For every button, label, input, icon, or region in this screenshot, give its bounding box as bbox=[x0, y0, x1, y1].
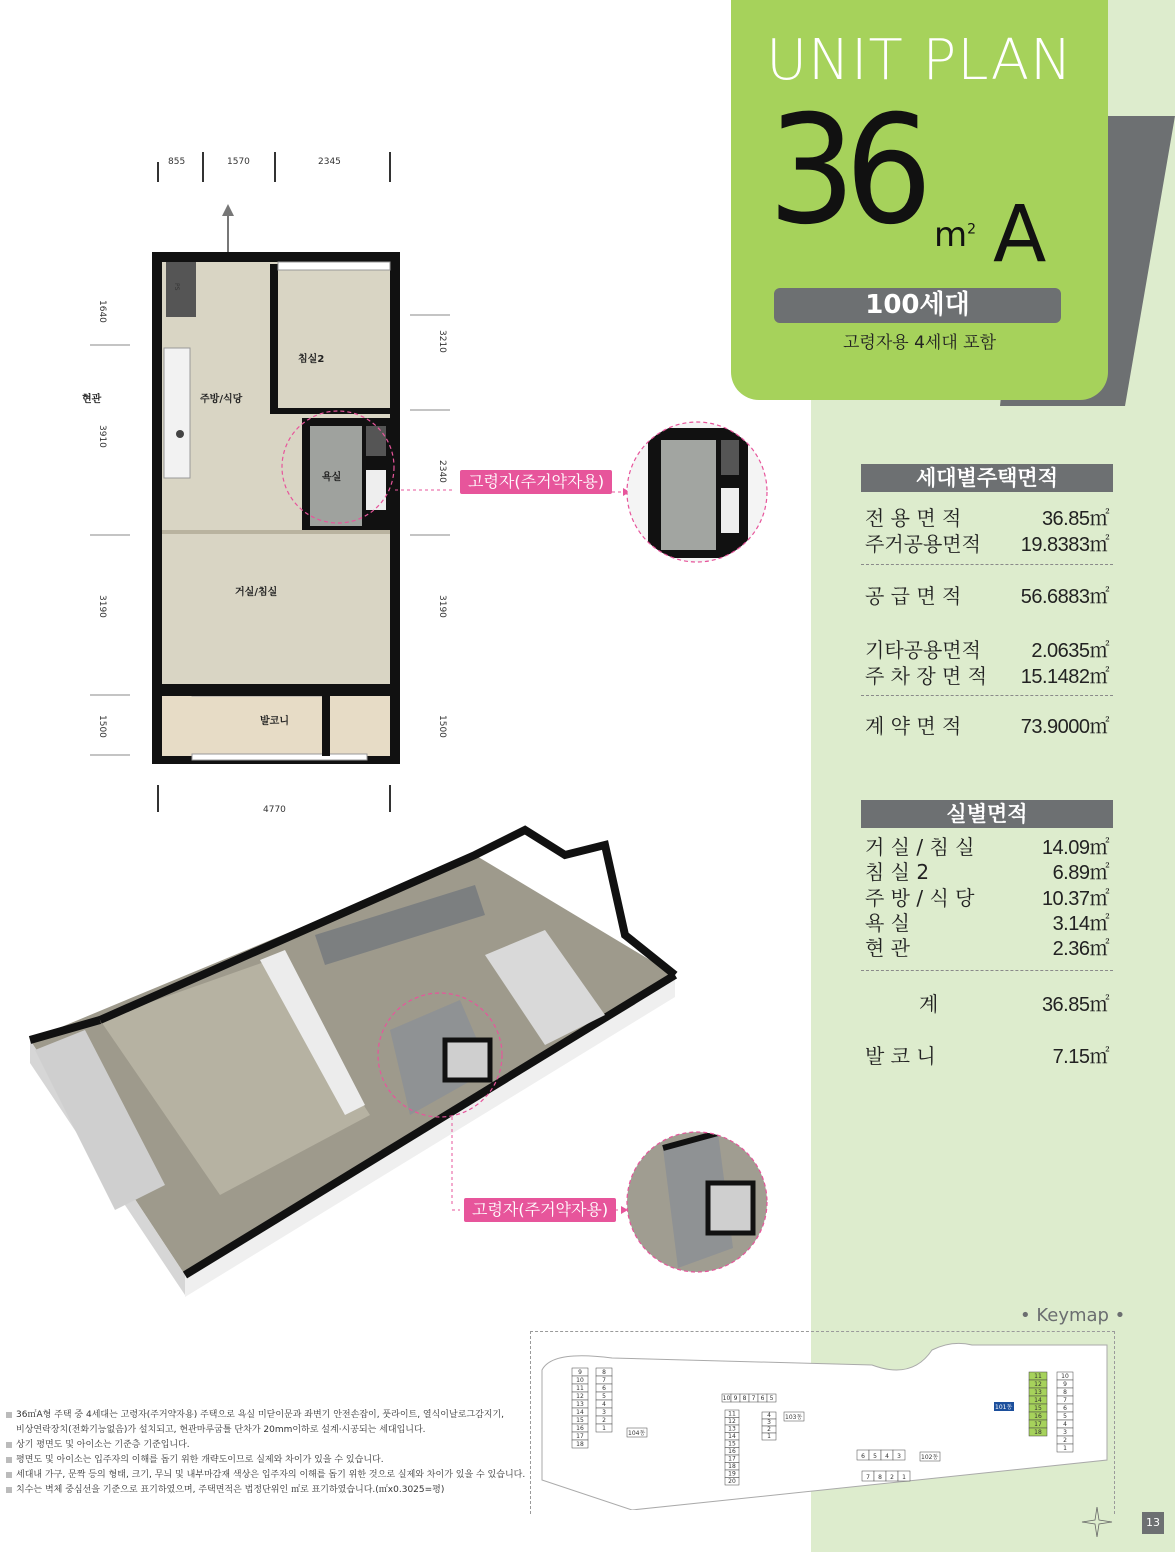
keymap-b103-unit-number: 15 bbox=[728, 1440, 736, 1448]
keymap-b103-unit-number: 1 bbox=[767, 1433, 771, 1440]
divider bbox=[861, 564, 1113, 565]
keymap-b103-unit-number: 12 bbox=[728, 1418, 736, 1425]
keymap-b103-unit-number: 18 bbox=[728, 1463, 736, 1470]
compass-icon bbox=[1080, 1505, 1114, 1539]
keymap-b102-unit-number: 2 bbox=[890, 1474, 894, 1481]
keymap-b101-unit-number: 9 bbox=[1063, 1381, 1067, 1388]
keymap-b101-label: 101동 bbox=[995, 1404, 1013, 1411]
room-area-balcony-value: 7.15㎡ bbox=[1052, 1046, 1109, 1068]
keymap-b102-unit-number: 4 bbox=[885, 1453, 889, 1460]
keymap-b104-unit-number: 4 bbox=[602, 1401, 606, 1408]
keymap-b103-unit-number: 16 bbox=[728, 1448, 736, 1455]
keymap-b104-unit-number: 15 bbox=[576, 1417, 584, 1424]
room-area-label: 침 실 2 bbox=[865, 860, 930, 884]
ps-label-1: PS bbox=[173, 283, 180, 291]
keymap-b101-unit-number: 11 bbox=[1034, 1373, 1042, 1380]
dim-top-1: 855 bbox=[168, 157, 186, 167]
keymap-b103-unit-number: 2 bbox=[767, 1426, 771, 1433]
keymap-b104-unit-number: 12 bbox=[576, 1393, 584, 1400]
unit-area-label: 계 약 면 적 bbox=[865, 714, 962, 738]
dim-top-2: 1570 bbox=[227, 157, 250, 167]
iso-callout-label: 고령자(주거약자용) bbox=[464, 1198, 616, 1222]
keymap-b102-unit-number: 7 bbox=[866, 1474, 870, 1481]
unit-plan-title: UNIT PLAN bbox=[766, 28, 1073, 93]
room-label-entrance: 현관 bbox=[82, 394, 102, 405]
divider bbox=[861, 695, 1113, 696]
room-area-label: 현 관 bbox=[865, 936, 910, 960]
keymap-b102-label: 102동 bbox=[921, 1454, 939, 1461]
keymap-b101-unit-number: 7 bbox=[1063, 1397, 1067, 1404]
keymap-b101-unit-number: 15 bbox=[1034, 1405, 1042, 1412]
keymap-b104-unit-number: 11 bbox=[576, 1385, 584, 1392]
dim-left-1: 1640 bbox=[97, 300, 107, 323]
keymap-b103-unit-number: 13 bbox=[728, 1425, 736, 1433]
keymap-b101-unit-number: 17 bbox=[1034, 1421, 1042, 1428]
unit-area-label: 기타공용면적 bbox=[865, 638, 981, 662]
keymap-b104-label: 104동 bbox=[628, 1430, 646, 1437]
keymap-b104-unit-number: 6 bbox=[602, 1385, 606, 1392]
keymap-b101-unit-number: 2 bbox=[1063, 1437, 1067, 1444]
keymap-b103-unit-number: 20 bbox=[728, 1478, 736, 1485]
room-area-label: 거 실 / 침 실 bbox=[865, 835, 975, 859]
unit-area-label: 주거공용면적 bbox=[865, 532, 981, 556]
keymap-title: • Keymap • bbox=[1020, 1305, 1126, 1326]
unit-area-label: 전 용 면 적 bbox=[865, 506, 962, 530]
footnote: 치수는 벽체 중심선을 기준으로 표기하였으며, 주택면적은 법정단위인 ㎡로 표기하였습니다.(㎡x0.3025=평) bbox=[6, 1483, 526, 1498]
room-area-value: 3.14㎡ bbox=[1052, 913, 1109, 935]
room-label-bedroom2: 침실2 bbox=[298, 354, 325, 365]
dim-left-2: 3910 bbox=[97, 425, 107, 448]
keymap-b101-unit-number: 4 bbox=[1063, 1421, 1067, 1428]
keymap-b101-unit-number: 6 bbox=[1063, 1405, 1067, 1412]
keymap-b103-unit-number: 6 bbox=[760, 1395, 765, 1402]
keymap-b101-unit-number: 14 bbox=[1034, 1397, 1042, 1404]
keymap-b104-unit-number: 2 bbox=[602, 1417, 606, 1424]
keymap-b101-unit-number: 12 bbox=[1034, 1381, 1042, 1388]
isometric-view bbox=[5, 815, 705, 1315]
keymap-b103-label: 103동 bbox=[785, 1414, 803, 1421]
keymap-b104-unit-number: 1 bbox=[602, 1425, 606, 1432]
keymap-b104-unit-number: 10 bbox=[576, 1377, 584, 1384]
keymap-b103-unit-number: 10 bbox=[722, 1395, 731, 1402]
room-label-balcony: 발코니 bbox=[260, 716, 289, 727]
unit-area-value: 15.1482㎡ bbox=[1020, 666, 1109, 688]
keymap-b101-unit-number: 1 bbox=[1063, 1445, 1067, 1452]
room-area-label: 욕 실 bbox=[865, 911, 910, 935]
keymap-b102-unit-number: 6 bbox=[861, 1453, 865, 1460]
room-area-label: 주 방 / 식 당 bbox=[865, 886, 975, 910]
header-card bbox=[731, 0, 1108, 400]
keymap-b101-unit-number: 18 bbox=[1034, 1429, 1042, 1436]
dim-right-3: 3190 bbox=[437, 595, 447, 618]
divider bbox=[861, 970, 1113, 971]
keymap-b101-unit-number: 5 bbox=[1063, 1413, 1067, 1420]
keymap-b104-unit-number: 5 bbox=[602, 1393, 606, 1400]
room-area-title: 실별면적 bbox=[861, 800, 1113, 828]
unit-area-label: 공 급 면 적 bbox=[865, 584, 962, 608]
keymap-b103-unit-number: 8 bbox=[742, 1395, 747, 1402]
keymap-b103-unit-number: 7 bbox=[751, 1395, 756, 1402]
footnotes bbox=[6, 1408, 526, 1498]
dim-right-1: 3210 bbox=[437, 330, 447, 353]
footnote: 평면도 및 아이소는 입주자의 이해를 돕기 위한 개략도이므로 실제와 차이가 있을 수 있습니다. bbox=[6, 1453, 526, 1468]
dim-bottom: 4770 bbox=[263, 805, 286, 815]
page-number: 13 bbox=[1142, 1512, 1164, 1534]
keymap-b104-unit-number: 16 bbox=[576, 1425, 584, 1432]
keymap-b103-unit-number: 9 bbox=[733, 1395, 738, 1402]
keymap-b104-unit-number: 7 bbox=[602, 1377, 606, 1384]
keymap-b104-unit-number: 18 bbox=[576, 1441, 584, 1448]
area-number: 36 bbox=[768, 84, 922, 258]
plan-zoom-circle bbox=[623, 418, 771, 566]
room-area-value: 10.37㎡ bbox=[1041, 888, 1109, 910]
keymap-b103-unit-number: 14 bbox=[728, 1433, 736, 1440]
keymap-b104-unit-number: 14 bbox=[576, 1409, 584, 1416]
unit-area-value: 56.6883㎡ bbox=[1020, 586, 1109, 608]
room-area-total-label: 계 bbox=[919, 992, 939, 1016]
room-area-value: 6.89㎡ bbox=[1052, 862, 1109, 884]
room-area-balcony-label: 발 코 니 bbox=[865, 1044, 936, 1068]
keymap-b102-unit-number: 5 bbox=[873, 1453, 877, 1460]
keymap-b101-unit-number: 16 bbox=[1034, 1413, 1042, 1420]
floor-plan-top-dimensions bbox=[158, 152, 390, 182]
unit-area-value: 2.0635㎡ bbox=[1031, 640, 1109, 662]
keymap-b104-unit-number: 3 bbox=[602, 1409, 606, 1416]
unit-area-label: 주 차 장 면 적 bbox=[865, 664, 988, 688]
unit-area-value: 36.85㎡ bbox=[1041, 508, 1109, 530]
dim-right-2: 2340 bbox=[437, 460, 447, 483]
households-note: 고령자용 4세대 포함 bbox=[843, 333, 996, 353]
households-badge: 100세대 bbox=[774, 288, 1061, 323]
keymap-b101-unit-number: 10 bbox=[1061, 1373, 1069, 1380]
dim-left-4: 1500 bbox=[97, 715, 107, 738]
unit-type-letter: A bbox=[993, 190, 1047, 280]
keymap-b104-unit-number: 8 bbox=[602, 1369, 606, 1376]
dim-left-3: 3190 bbox=[97, 595, 107, 618]
unit-area-value: 73.9000㎡ bbox=[1020, 716, 1109, 738]
keymap-b104-unit-number: 9 bbox=[578, 1369, 582, 1376]
keymap-b103-unit-number: 4 bbox=[767, 1412, 771, 1419]
keymap-b103-unit-number: 11 bbox=[728, 1410, 736, 1418]
keymap-b102-unit-number: 8 bbox=[878, 1474, 882, 1481]
room-area-value: 2.36㎡ bbox=[1052, 938, 1109, 960]
dim-right-4: 1500 bbox=[437, 715, 447, 738]
unit-area-table bbox=[861, 464, 1113, 764]
footnote: 36㎡A형 주택 중 4세대는 고령자(주거약자용) 주택으로 욕실 미닫이문과 좌변기 안전손잡이, 풋라이트, 열식이날로그감지기, bbox=[6, 1408, 526, 1423]
keymap-b103-unit-number: 5 bbox=[769, 1395, 774, 1402]
room-label-kitchen: 주방/식당 bbox=[200, 394, 243, 405]
iso-zoom-circle bbox=[623, 1128, 771, 1276]
keymap-b101-unit-number: 13 bbox=[1034, 1389, 1042, 1396]
unit-area-value: 19.8383㎡ bbox=[1020, 534, 1109, 556]
footnote: 비상연락장치(전화기능없음)가 설치되고, 현관마루굽틀 단차가 20mm이하로 설계·시공되는 세대입니다. bbox=[16, 1425, 426, 1435]
room-label-bath: 욕실 bbox=[322, 472, 342, 483]
room-area-table bbox=[861, 800, 1113, 1080]
plan-callout-label: 고령자(주거약자용) bbox=[460, 470, 612, 494]
footnote: 상기 평면도 및 아이소는 기준층 기준입니다. bbox=[6, 1438, 526, 1453]
room-area-total-value: 36.85㎡ bbox=[1041, 994, 1109, 1016]
keymap-b103-unit-number: 3 bbox=[767, 1419, 771, 1426]
keymap-b102-unit-number: 1 bbox=[902, 1474, 906, 1481]
keymap-b101-unit-number: 8 bbox=[1063, 1389, 1067, 1396]
area-unit: $m^2$ bbox=[934, 215, 977, 255]
unit-area-title: 세대별주택면적 bbox=[861, 464, 1113, 492]
room-label-living: 거실/침실 bbox=[235, 587, 278, 598]
keymap-b103-unit-number: 17 bbox=[728, 1455, 736, 1463]
dim-top-3: 2345 bbox=[318, 157, 341, 167]
room-area-value: 14.09㎡ bbox=[1041, 837, 1109, 859]
keymap-b104-unit-number: 17 bbox=[576, 1433, 584, 1440]
keymap-b101-unit-number: 3 bbox=[1063, 1429, 1067, 1436]
keymap-site-plan bbox=[532, 1340, 1112, 1510]
keymap-b104-unit-number: 13 bbox=[576, 1401, 584, 1408]
footnote: 세대내 가구, 문짝 등의 형태, 크기, 무늬 및 내부마감재 색상은 입주자의 이해를 돕기 위한 것으로 실제와 차이가 있을 수 있습니다. bbox=[6, 1468, 526, 1483]
keymap-b103-unit-number: 19 bbox=[728, 1470, 736, 1478]
keymap-b102-unit-number: 3 bbox=[897, 1453, 901, 1460]
